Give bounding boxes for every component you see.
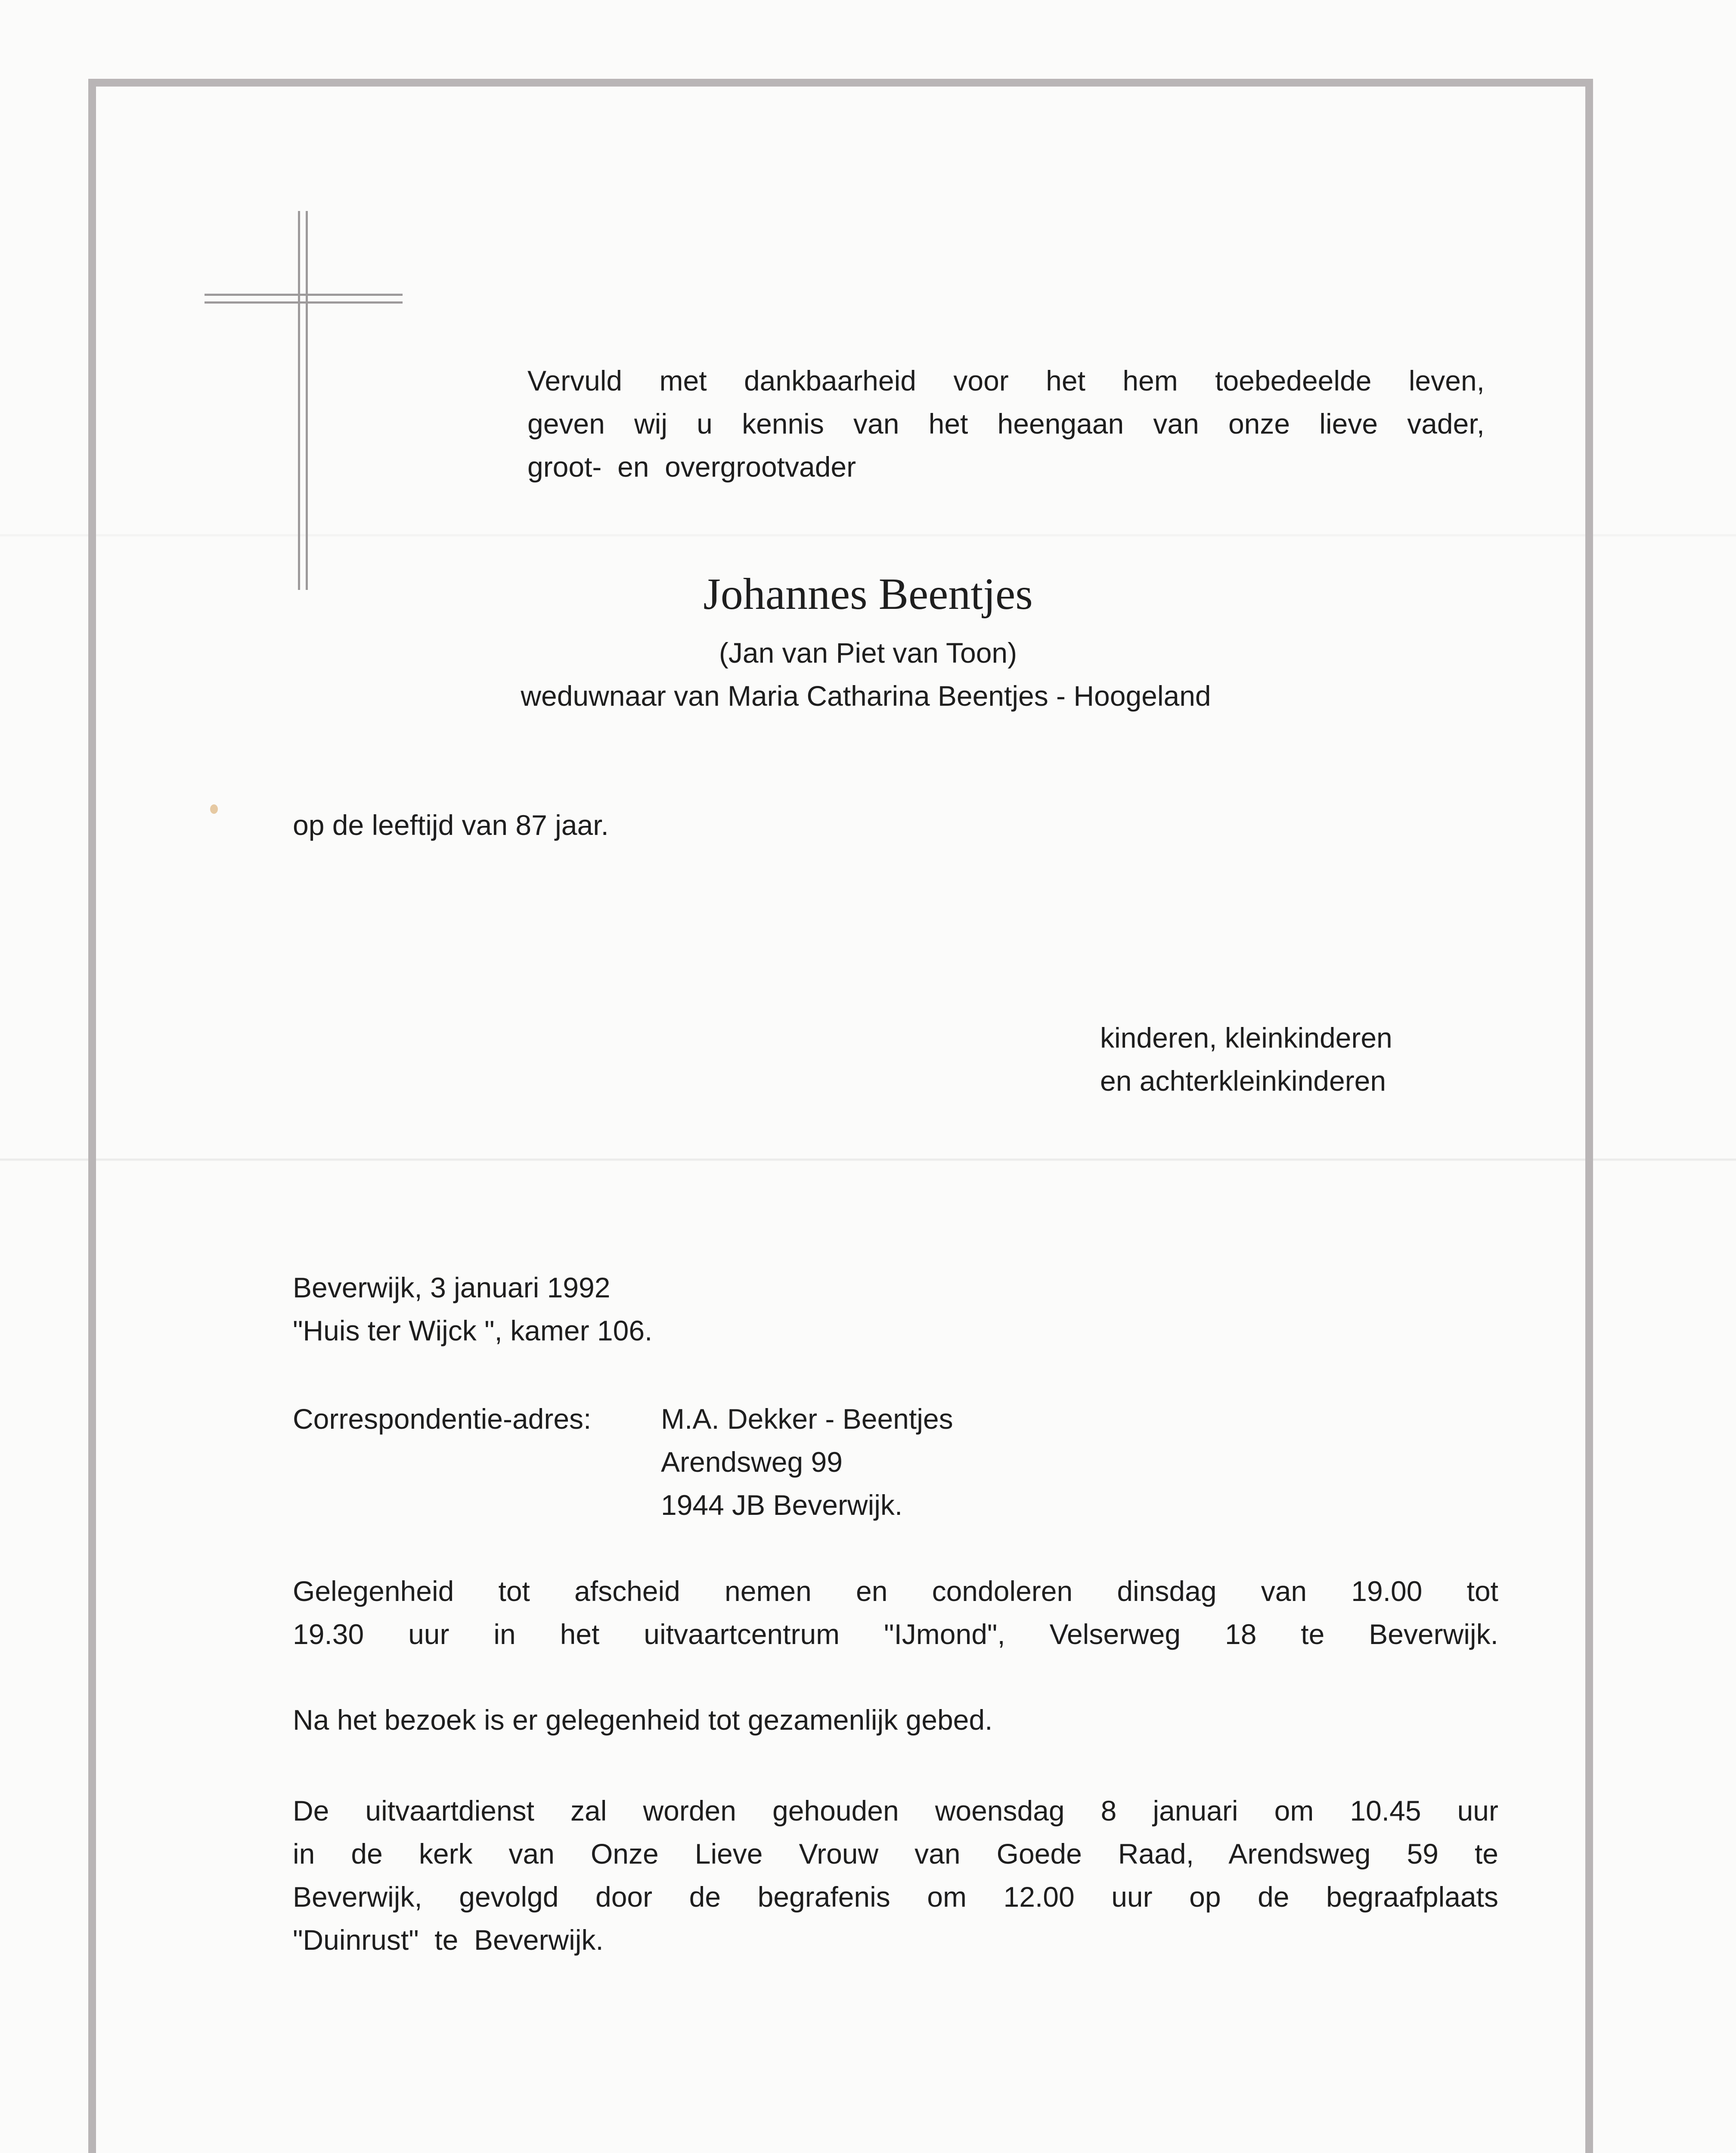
prayer-line: Na het bezoek is er gelegenheid tot gezamenlijk gebed. xyxy=(293,1704,993,1736)
intro-line-3: groot- en overgrootvader xyxy=(527,451,856,483)
deceased-name: Johannes Beentjes xyxy=(703,569,1033,619)
deceased-spouse: weduwnaar van Maria Catharina Beentjes - Hoogeland xyxy=(521,680,1211,712)
service-line-1: De uitvaartdienst zal worden gehouden woensdag 8 januari om 10.45 uur xyxy=(293,1795,1498,1827)
service-line-2: in de kerk van Onze Lieve Vrouw van Goede Raad, Arendsweg 59 te xyxy=(293,1838,1498,1870)
place-date-line-1: Beverwijk, 3 januari 1992 xyxy=(293,1272,611,1303)
family-line-1: kinderen, kleinkinderen xyxy=(1100,1022,1392,1054)
age-line: op de leeftijd van 87 jaar. xyxy=(293,809,609,841)
intro-line-1: Vervuld met dankbaarheid voor het hem toebedeelde leven, xyxy=(527,365,1485,397)
deceased-nickname: (Jan van Piet van Toon) xyxy=(719,637,1017,669)
place-date-line-2: "Huis ter Wijck ", kamer 106. xyxy=(293,1315,653,1346)
correspondence-label: Correspondentie-adres: xyxy=(293,1403,592,1435)
visitation-line-1: Gelegenheid tot afscheid nemen en condoleren dinsdag van 19.00 tot xyxy=(293,1575,1498,1607)
visitation-line-2: 19.30 uur in het uitvaartcentrum "IJmond", Velserweg 18 te Beverwijk. xyxy=(293,1618,1498,1650)
family-line-2: en achterkleinkinderen xyxy=(1100,1065,1386,1097)
correspondence-city: 1944 JB Beverwijk. xyxy=(661,1489,903,1521)
paper-stain xyxy=(210,804,218,814)
service-line-3: Beverwijk, gevolgd door de begrafenis om 12.00 uur op de begraafplaats xyxy=(293,1881,1498,1913)
service-line-4: "Duinrust" te Beverwijk. xyxy=(293,1924,604,1956)
intro-line-2: geven wij u kennis van het heengaan van onze lieve vader, xyxy=(527,408,1485,440)
correspondence-name: M.A. Dekker - Beentjes xyxy=(661,1403,953,1435)
cross-icon xyxy=(205,211,403,590)
correspondence-street: Arendsweg 99 xyxy=(661,1446,843,1478)
